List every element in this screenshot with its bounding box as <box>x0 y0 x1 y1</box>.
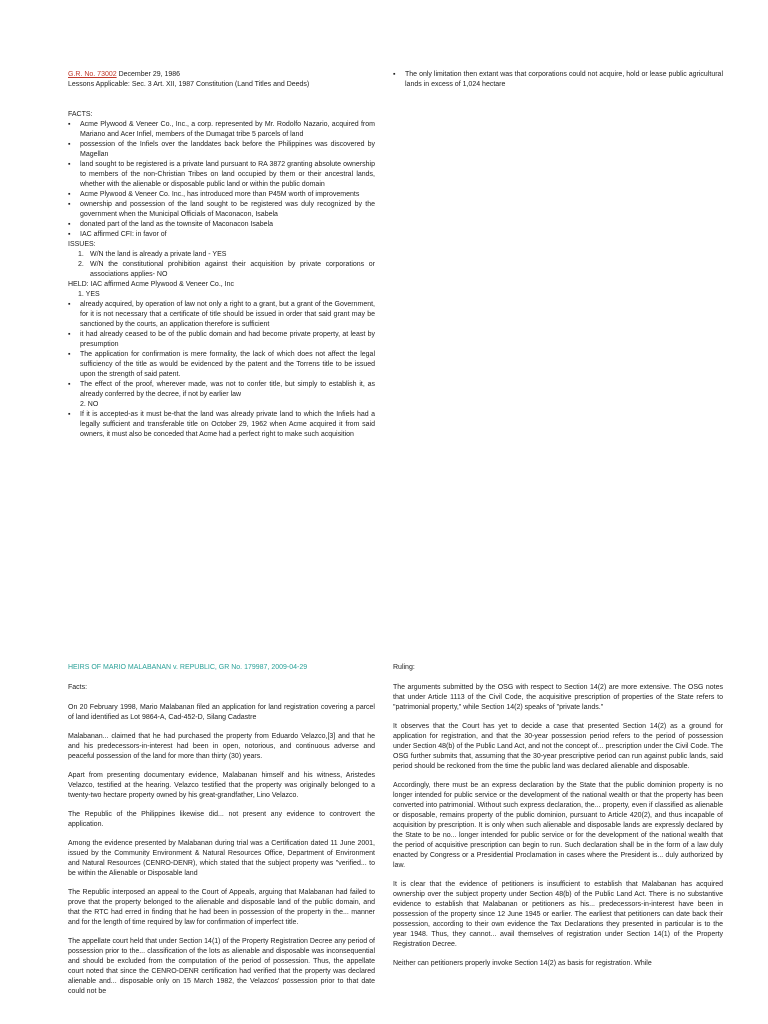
gr-number-link[interactable]: G.R. No. 73002 <box>68 71 117 78</box>
paragraph: The arguments submitted by the OSG with respect to Section 14(2) are more extensive. The OSG notes that under Article 1113 of the Civil Code, the acquisitive prescription of properties of the State refers to "patrimonial property," while Section 14(2) speaks of "private lands." <box>393 684 723 711</box>
issues-label: ISSUES: <box>68 241 96 248</box>
list-item: ▪ If it is accepted-as it must be-that the land was already private land to which the Infiels had a legally sufficient and transferable title on October 29, 1962 when Acme acquired it from said owners, it must also be conceded that Acme had a perfect right to make such acquisition <box>68 410 375 440</box>
held-label: HELD: IAC affirmed Acme Plywood & Veneer Co., Inc <box>68 281 235 288</box>
list-item: ▪ The only limitation then extant was that corporations could not acquire, hold or lease public agricultural lands in excess of 1,024 hectare <box>393 70 723 90</box>
facts-label: FACTS: <box>68 111 93 118</box>
case1-left-column <box>68 70 375 440</box>
list-item: ▪ The effect of the proof, wherever made, was not to confer title, but simply to establish it, as already conferred by the decree, if not by earlier law <box>68 380 375 400</box>
paragraph: The appellate court held that under Section 14(1) of the Property Registration Decree any period of possession prior to the... classification of the lots as alienable and disposable was inconsequential and should be excluded from the computation of the period of possession. Thus, the appellate court noted that since the CENRO-DENR certification had verified that the property was declared alienable and... disposable only on 15 March 1982, the Velazcos' possession prior to that date could not be <box>68 938 375 995</box>
held-one: 1. YES <box>78 291 100 298</box>
list-item: ▪ donated part of the land as the townsite of Maconacon Isabela <box>68 220 375 230</box>
paragraph: Among the evidence presented by Malabanan during trial was a Certification dated 11 June 2001, issued by the Community Environment & Natural Resources Office, Department of Environment and Natural Resources (CENRO-DENR), which stated that the subject property was "verified... to be within the Alienable or Disposable land <box>68 840 375 877</box>
list-item: ▪ already acquired, by operation of law not only a right to a grant, but a grant of the Government, for it is not necessary that a certificate of title should be issued in order that said grant may be sanctioned by the courts, an application therefore is sufficient <box>68 300 375 330</box>
item-number: 2. <box>78 261 84 268</box>
list-item <box>68 260 375 280</box>
list-item: ▪ The application for confirmation is mere formality, the lack of which does not affect the legal sufficiency of the title as would be evidenced by the patent and the Torrens title to be issued upon the strength of said patent. <box>68 350 375 380</box>
list-item: ▪ land sought to be registered is a private land pursuant to RA 3872 granting absolute ownership to members of the non-Christian Tribes on land occupied by them or their ancestral lands, whether with the alienable or disposable public land or within the public domain <box>68 160 375 190</box>
list-item: ▪ Acme Plywood & Veneer Co. Inc., has introduced more than P45M worth of improvements <box>68 190 375 200</box>
held-yes-list <box>68 300 375 400</box>
paragraph: Accordingly, there must be an express declaration by the State that the public dominion property is no longer intended for public service or the development of the national wealth or that the property has been converted into patrimonial. Without such express declaration, the... property, even if classified as alienable or disposable, remains property of the public dominion, pursuant to Article 420(2), and thus incapable of acquisition by prescription. It is only when such alienable and disposable lands are expressly declared by the State to be no... longer intended for public service or for the development of the national wealth that the period of acquisitive prescription can begin to run. Such declaration shall be in the form of a law duly enacted by Congress or a Presidential Proclamation in cases where the President is... duly authorized by law. <box>393 782 723 869</box>
paragraph: Malabanan... claimed that he had purchased the property from Eduardo Velazco,[3] and that he and his predecessors-in-interest had been in open, notorious, and continuous adverse and peaceful possession of the land for more than thirty (30) years. <box>68 733 375 760</box>
paragraph: It observes that the Court has yet to decide a case that presented Section 14(2) as a ground for application for registration, and that the 30-year possession period refers to the period of possession under Section 48(b) of the Public Land Act, and not the concept of... prescription under the Civil Code. The OSG further submits that, assuming that the 30-year prescriptive period can run against public lands, said period should be reckoned from the time the public land was declared alienable and disposable. <box>393 723 723 770</box>
item-text: W/N the constitutional prohibition against their acquisition by private corporations or associations applies- NO <box>90 261 375 278</box>
held-no-list <box>68 410 375 440</box>
list-item: ▪ possession of the Infiels over the landdates back before the Philippines was discovered by Magellan <box>68 140 375 160</box>
paragraph: The Republic of the Philippines likewise did... not present any evidence to controvert the application. <box>68 811 375 828</box>
case2-right-column <box>393 663 723 978</box>
case2-title: HEIRS OF MARIO MALABANAN v. REPUBLIC, GR No. 179987, 2009-04-29 <box>68 664 308 671</box>
paragraph: The Republic interposed an appeal to the Court of Appeals, arguing that Malabanan had failed to prove that the property belonged to the alienable and disposable land of the public domain, and that the RTC had erred in finding that he had been in possession of the property in the... manner and for the length of time required by law for confirmation of imperfect title. <box>68 889 375 926</box>
paragraph: Apart from presenting documentary evidence, Malabanan himself and his witness, Aristedes Velazco, testified at the hearing. Velazco testified that the property was originally belonged to a twenty-two hectare property owned by his great-grandfather, Lino Velazco. <box>68 772 375 799</box>
list-item: ▪ ownership and possession of the land sought to be registered was duly recognized by the government when the Municipal Officials of Maconacon, Isabela <box>68 200 375 220</box>
list-item <box>68 250 375 260</box>
case1-date: December 29, 1986 <box>116 71 181 78</box>
case1-right-column <box>393 70 723 90</box>
paragraph: Neither can petitioners properly invoke Section 14(2) as basis for registration. While <box>393 960 652 967</box>
ruling-label: Ruling: <box>393 664 415 671</box>
held-two: 2. NO <box>80 401 99 408</box>
list-item: ▪ Acme Plywood & Veneer Co., Inc., a corp. represented by Mr. Rodolfo Nazario, acquired from Mariano and Acer Infiel, members of the Dumagat tribe 5 parcels of land <box>68 120 375 140</box>
paragraph: On 20 February 1998, Mario Malabanan filed an application for land registration covering a parcel of land identified as Lot 9864-A, Cad-452-D, Silang Cadastre <box>68 704 375 721</box>
item-number: 1. <box>78 251 84 258</box>
issues-list <box>68 250 375 280</box>
facts-list <box>68 120 375 240</box>
right-bullet-list <box>393 70 723 90</box>
item-text: W/N the land is already a private land - YES <box>90 251 227 258</box>
case1-heading <box>68 70 375 80</box>
paragraph: It is clear that the evidence of petitioners is insufficient to establish that Malabanan has acquired ownership over the subject property under Section 48(b) of the Public Land Act. There is no substantive evidence to establish that Malabanan or petitioners as his... predecessors-in-interest have been in possession of the property since 12 June 1945 or earlier. The earliest that petitioners can date back their possession, according to their own evidence the Tax Declarations they presented in particular is to the year 1948. Thus, they cannot... avail themselves of registration under Section 14(1) of the Property Registration Decree. <box>393 881 723 948</box>
lessons-applicable: Lessons Applicable: Sec. 3 Art. XII, 1987 Constitution (Land Titles and Deeds) <box>68 81 310 88</box>
case2-facts-label: Facts: <box>68 684 88 691</box>
list-item: ▪ it had already ceased to be of the public domain and had become private property, at least by presumption <box>68 330 375 350</box>
list-item: ▪ IAC affirmed CFI: in favor of <box>68 230 375 240</box>
case2-left-column <box>68 663 375 1006</box>
